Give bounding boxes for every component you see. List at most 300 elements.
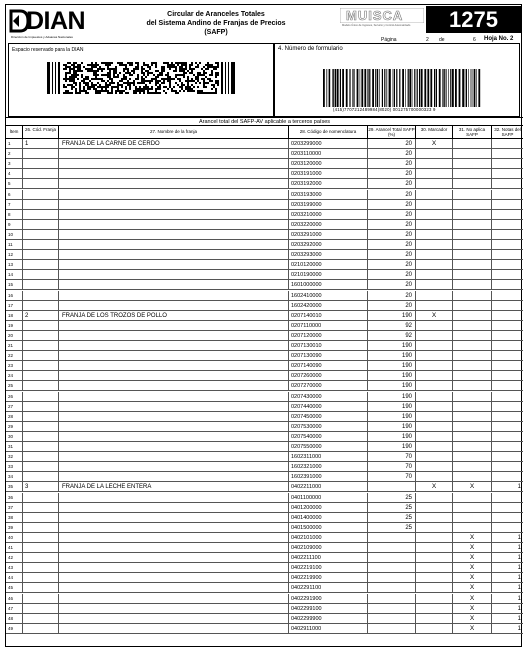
barcode-module	[79, 86, 81, 88]
cell-arancel: 20	[368, 250, 416, 260]
barcode-bar	[326, 69, 327, 107]
barcode-module	[121, 80, 123, 82]
barcode-module	[169, 64, 171, 66]
barcode-module	[215, 72, 217, 74]
table-header	[6, 126, 523, 139]
barcode-module	[95, 74, 97, 76]
barcode-module	[77, 64, 79, 66]
cell-item: 48	[6, 614, 23, 624]
barcode-module	[129, 86, 131, 88]
barcode-bar	[379, 69, 380, 107]
barcode-module	[167, 62, 169, 64]
barcode-module	[73, 74, 75, 76]
cell-nombre-franja	[59, 614, 289, 624]
barcode-module	[73, 80, 75, 82]
barcode-module	[205, 72, 207, 74]
cell-marcador	[416, 341, 453, 351]
table-row	[6, 381, 523, 391]
barcode-module	[189, 90, 191, 92]
barcode-module	[177, 78, 179, 80]
cell-arancel: 25	[368, 523, 416, 533]
barcode-module	[123, 64, 125, 66]
cell-nombre-franja	[59, 200, 289, 210]
barcode-bar	[352, 69, 353, 107]
barcode-module	[141, 66, 143, 68]
cell-nota	[492, 341, 523, 351]
cell-cod-franja	[23, 301, 59, 311]
barcode-module	[117, 86, 119, 88]
barcode-module	[213, 68, 215, 70]
barcode-module	[133, 70, 135, 72]
barcode-module	[171, 78, 173, 80]
cell-arancel: 20	[368, 280, 416, 290]
barcode-module	[141, 68, 143, 70]
cell-nota	[492, 472, 523, 482]
cell-item: 18	[6, 311, 23, 321]
cell-no-aplica: X	[453, 563, 492, 573]
barcode-module	[199, 72, 201, 74]
logo-tagline: Dirección de Impuestos y Aduanas Nacionales	[11, 35, 73, 39]
cell-nombre-franja	[59, 210, 289, 220]
cell-nombre-franja	[59, 563, 289, 573]
cell-marcador	[416, 452, 453, 462]
cell-item: 34	[6, 472, 23, 482]
cell-nomenclatura: 0207140010	[289, 311, 368, 321]
barcode-module	[91, 62, 93, 64]
barcode-module	[79, 66, 81, 68]
cell-nomenclatura: 0203292000	[289, 240, 368, 250]
cell-marcador	[416, 422, 453, 432]
cell-marcador	[416, 149, 453, 159]
cell-nomenclatura: 0210120000	[289, 260, 368, 270]
cell-item: 37	[6, 503, 23, 513]
barcode-module	[201, 78, 203, 80]
barcode-module	[215, 82, 217, 84]
barcode-bar	[468, 69, 469, 107]
barcode-module	[165, 92, 167, 94]
title-line-2: del Sistema Andino de Franjas de Precios (SAFP)	[146, 20, 286, 36]
barcode-module	[113, 86, 115, 88]
cell-marcador	[416, 402, 453, 412]
barcode-module	[211, 66, 213, 68]
cell-marcador	[416, 331, 453, 341]
barcode-module	[85, 82, 87, 84]
barcode-module	[93, 84, 95, 86]
barcode-module	[201, 74, 203, 76]
barcode-module	[211, 64, 213, 66]
barcode-module	[155, 62, 157, 64]
barcode-module	[187, 84, 189, 86]
cell-cod-franja	[23, 503, 59, 513]
barcode-module	[83, 82, 85, 84]
barcode-module	[159, 88, 161, 90]
barcode-module	[197, 92, 199, 94]
barcode-module	[119, 64, 121, 66]
barcode-module	[103, 68, 105, 70]
barcode-module	[85, 76, 87, 78]
barcode-module	[65, 92, 67, 94]
cell-marcador	[416, 361, 453, 371]
cell-nomenclatura: 0207550000	[289, 442, 368, 452]
barcode-module	[95, 84, 97, 86]
cell-no-aplica	[453, 200, 492, 210]
barcode-module	[207, 78, 209, 80]
barcode-bar	[335, 69, 336, 107]
barcode-module	[101, 78, 103, 80]
cell-nota	[492, 311, 523, 321]
barcode-module	[129, 82, 131, 84]
barcode-module	[155, 80, 157, 82]
cell-item: 26	[6, 392, 23, 402]
barcode-bar	[455, 69, 457, 107]
barcode-module	[131, 70, 133, 72]
barcode-module	[173, 90, 175, 92]
barcode-module	[85, 78, 87, 80]
cell-no-aplica	[453, 220, 492, 230]
barcode-bar	[386, 69, 387, 107]
barcode-module	[87, 84, 89, 86]
barcode-module	[129, 88, 131, 90]
barcode-module	[203, 78, 205, 80]
cell-arancel: 20	[368, 220, 416, 230]
barcode-module	[143, 68, 145, 70]
cell-cod-franja	[23, 230, 59, 240]
table-row	[6, 563, 523, 573]
barcode-module	[183, 68, 185, 70]
barcode-bar	[346, 69, 348, 107]
barcode-module	[129, 72, 131, 74]
barcode-bar	[382, 69, 383, 107]
barcode-module	[107, 74, 109, 76]
barcode-module	[177, 64, 179, 66]
barcode-module	[123, 78, 125, 80]
cell-no-aplica	[453, 291, 492, 301]
barcode-module	[167, 72, 169, 74]
cell-nota	[492, 139, 523, 149]
cell-arancel: 20	[368, 230, 416, 240]
barcode-module	[79, 88, 81, 90]
table-row	[6, 472, 523, 482]
barcode-module	[211, 88, 213, 90]
barcode-module	[163, 90, 165, 92]
barcode-module	[141, 80, 143, 82]
barcode-module	[111, 82, 113, 84]
barcode-module	[137, 90, 139, 92]
barcode-module	[135, 88, 137, 90]
barcode-module	[205, 64, 207, 66]
cell-nomenclatura: 0203199000	[289, 200, 368, 210]
barcode-module	[137, 76, 139, 78]
barcode-module	[77, 74, 79, 76]
barcode-module	[103, 90, 105, 92]
barcode-module	[167, 76, 169, 78]
barcode-module	[187, 70, 189, 72]
cell-nomenclatura: 0203299000	[289, 139, 368, 149]
barcode-module	[183, 84, 185, 86]
barcode-bar	[372, 69, 374, 107]
cell-cod-franja	[23, 583, 59, 593]
barcode-module	[69, 76, 71, 78]
barcode-module	[75, 72, 77, 74]
barcode-module	[121, 64, 123, 66]
barcode-module	[165, 78, 167, 80]
cell-marcador	[416, 533, 453, 543]
cell-no-aplica	[453, 139, 492, 149]
barcode-module	[215, 62, 217, 64]
barcode-module	[65, 68, 67, 70]
barcode-module	[185, 64, 187, 66]
table-row	[6, 422, 523, 432]
cell-marcador	[416, 351, 453, 361]
cell-arancel: 25	[368, 503, 416, 513]
barcode-module	[69, 92, 71, 94]
barcode-module	[117, 76, 119, 78]
barcode-module	[195, 76, 197, 78]
muisca-logo	[340, 8, 424, 30]
barcode-module	[109, 78, 111, 80]
barcode-module	[143, 82, 145, 84]
cell-cod-franja	[23, 523, 59, 533]
barcode-module	[81, 90, 83, 92]
barcode-module	[127, 92, 129, 94]
cell-nota: 1	[517, 595, 521, 602]
cell-nota	[492, 260, 523, 270]
barcode-module	[121, 84, 123, 86]
barcode-module	[65, 64, 67, 66]
cell-no-aplica	[453, 452, 492, 462]
barcode-module	[119, 62, 121, 64]
barcode-module	[89, 70, 91, 72]
cell-nombre-franja	[59, 190, 289, 200]
cell-cod-franja	[23, 452, 59, 462]
cell-no-aplica: X	[453, 594, 492, 604]
barcode-module	[161, 74, 163, 76]
barcode-module	[155, 92, 157, 94]
barcode-module	[151, 62, 153, 64]
barcode-module	[115, 72, 117, 74]
barcode-module	[71, 84, 73, 86]
barcode-module	[93, 72, 95, 74]
barcode-module	[105, 64, 107, 66]
barcode-module	[101, 68, 103, 70]
barcode-module	[181, 88, 183, 90]
barcode-module	[211, 80, 213, 82]
cell-arancel: 190	[368, 412, 416, 422]
table-row	[6, 493, 523, 503]
cell-nota	[492, 159, 523, 169]
barcode-module	[73, 82, 75, 84]
cell-nota	[492, 270, 523, 280]
cell-nombre-franja	[59, 624, 289, 634]
table-row	[6, 523, 523, 533]
barcode-module	[207, 62, 209, 64]
table-row	[6, 210, 523, 220]
barcode-module	[191, 72, 193, 74]
barcode-module	[87, 86, 89, 88]
barcode-bar	[412, 69, 413, 107]
cell-no-aplica	[453, 513, 492, 523]
barcode-module	[135, 68, 137, 70]
barcode-bar	[474, 69, 476, 107]
dian-reserved-label: Espacio reservado para la DIAN	[12, 47, 84, 53]
barcode-module	[165, 62, 167, 64]
table-row	[6, 482, 523, 492]
linear-barcode	[323, 69, 483, 107]
barcode-bar	[349, 69, 350, 107]
cell-no-aplica	[453, 472, 492, 482]
cell-nota	[492, 301, 523, 311]
barcode-module	[95, 90, 97, 92]
cell-item: 32	[6, 452, 23, 462]
cell-cod-franja	[23, 573, 59, 583]
table-row	[6, 513, 523, 523]
cell-no-aplica: X	[453, 482, 492, 492]
cell-arancel: 25	[368, 493, 416, 503]
cell-item: 35	[6, 482, 23, 492]
barcode-module	[155, 78, 157, 80]
barcode-module	[205, 82, 207, 84]
form-title	[136, 10, 296, 37]
barcode-module	[91, 84, 93, 86]
barcode-module	[151, 72, 153, 74]
barcode-module	[93, 74, 95, 76]
barcode-bar	[396, 69, 397, 107]
barcode-module	[217, 74, 219, 76]
cell-nombre-franja	[59, 513, 289, 523]
barcode-module	[217, 82, 219, 84]
barcode-module	[91, 82, 93, 84]
barcode-module	[228, 62, 229, 94]
barcode-module	[197, 90, 199, 92]
barcode-module	[109, 84, 111, 86]
cell-item: 21	[6, 341, 23, 351]
barcode-module	[157, 82, 159, 84]
barcode-module	[173, 70, 175, 72]
cell-arancel: 20	[368, 169, 416, 179]
barcode-module	[169, 66, 171, 68]
header-item: Ítem	[6, 126, 23, 139]
table-row	[6, 159, 523, 169]
barcode-module	[187, 82, 189, 84]
barcode-module	[149, 92, 151, 94]
cell-marcador	[416, 563, 453, 573]
table-row	[6, 543, 523, 553]
barcode-bar	[417, 69, 418, 107]
barcode-module	[65, 66, 67, 68]
cell-arancel	[368, 583, 416, 593]
barcode-module	[139, 82, 141, 84]
cell-item: 8	[6, 210, 23, 220]
barcode-module	[93, 78, 95, 80]
barcode-module	[205, 92, 207, 94]
barcode-module	[81, 62, 83, 64]
cell-no-aplica	[453, 149, 492, 159]
barcode-module	[115, 66, 117, 68]
barcode-bar	[450, 69, 451, 107]
barcode-module	[169, 82, 171, 84]
cell-cod-franja	[23, 533, 59, 543]
cell-nombre-franja	[59, 472, 289, 482]
barcode-module	[155, 76, 157, 78]
barcode-module	[63, 68, 65, 70]
barcode-module	[135, 92, 137, 94]
cell-nombre-franja	[59, 583, 289, 593]
barcode-bar	[430, 69, 432, 107]
cell-nombre-franja	[59, 442, 289, 452]
cell-nombre-franja	[59, 361, 289, 371]
barcode-bar	[424, 69, 426, 107]
cell-no-aplica	[453, 462, 492, 472]
barcode-module	[193, 68, 195, 70]
barcode-module	[207, 64, 209, 66]
cell-nota	[492, 422, 523, 432]
barcode-module	[107, 64, 109, 66]
barcode-module	[101, 86, 103, 88]
cell-nota: 1	[517, 545, 521, 551]
barcode-module	[197, 80, 199, 82]
barcode-bar	[333, 69, 334, 107]
cell-nomenclatura: 0203110000	[289, 149, 368, 159]
barcode-module	[111, 80, 113, 82]
cell-nombre-franja	[59, 240, 289, 250]
dian-reserved-box	[8, 43, 274, 117]
barcode-module	[137, 74, 139, 76]
table-row	[6, 594, 523, 604]
barcode-module	[209, 66, 211, 68]
barcode-module	[109, 72, 111, 74]
barcode-module	[211, 84, 213, 86]
cell-nomenclatura: 0402291100	[289, 583, 368, 593]
barcode-module	[85, 92, 87, 94]
cell-nomenclatura: 0402219900	[289, 573, 368, 583]
cell-marcador	[416, 412, 453, 422]
table-row	[6, 553, 523, 563]
barcode-module	[117, 90, 119, 92]
barcode-module	[193, 74, 195, 76]
barcode-module	[143, 62, 145, 64]
barcode-module	[171, 90, 173, 92]
cell-cod-franja	[23, 553, 59, 563]
cell-nombre-franja	[59, 321, 289, 331]
form-number-box	[274, 43, 520, 117]
barcode-bar	[377, 69, 378, 107]
barcode-module	[217, 84, 219, 86]
barcode-module	[211, 70, 213, 72]
barcode-module	[127, 62, 129, 64]
barcode-module	[169, 76, 171, 78]
barcode-module	[89, 88, 91, 90]
cell-nota	[492, 250, 523, 260]
barcode-module	[111, 92, 113, 94]
barcode-module	[183, 64, 185, 66]
barcode-module	[97, 92, 99, 94]
barcode-module	[145, 76, 147, 78]
barcode-module	[153, 78, 155, 80]
barcode-module	[117, 74, 119, 76]
cell-cod-franja	[23, 543, 59, 553]
barcode-module	[207, 82, 209, 84]
barcode-module	[87, 78, 89, 80]
cell-nomenclatura: 0402211000	[289, 482, 368, 492]
cell-no-aplica	[453, 493, 492, 503]
barcode-module	[71, 92, 73, 94]
cell-nombre-franja	[59, 371, 289, 381]
table-row	[6, 432, 523, 442]
cell-nombre-franja	[59, 331, 289, 341]
cell-arancel: 70	[368, 472, 416, 482]
cell-nombre-franja	[59, 553, 289, 563]
cell-no-aplica: X	[453, 624, 492, 634]
